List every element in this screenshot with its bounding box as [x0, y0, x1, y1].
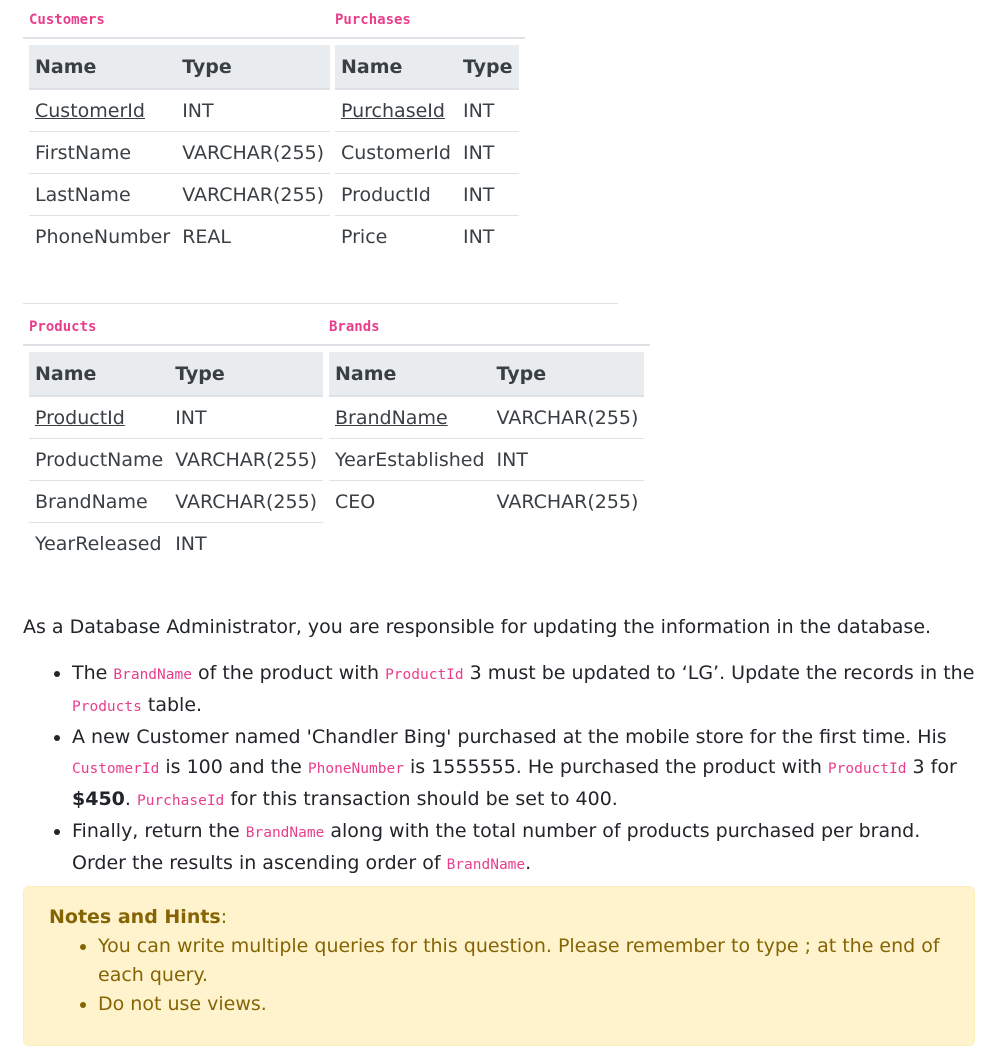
task-item [72, 816, 975, 880]
customers-columns [29, 45, 330, 257]
inline-code: PurchaseId [136, 793, 225, 809]
type-cell: INT [175, 532, 207, 555]
name-cell: FirstName [29, 132, 176, 174]
column-header-name: Name [29, 352, 169, 396]
name-cell: PhoneNumber [35, 225, 171, 248]
type-cell: INT [457, 89, 519, 132]
column-header-type: Type [457, 45, 519, 89]
name-cell: LastName [29, 174, 176, 216]
name-cell: YearReleased [35, 532, 162, 555]
text: along with the total number of products purchased per brand. Order the results in ascending order of [72, 820, 921, 874]
price-bold: $450 [72, 788, 125, 810]
table-row [29, 89, 330, 132]
table-row [335, 216, 519, 258]
hint-item: • You can write multiple queries for this question. Please remember to type ; at the end of each query. [98, 932, 949, 990]
type-cell: VARCHAR(255) [169, 439, 323, 481]
name-cell: ProductId [335, 174, 457, 216]
type-cell: VARCHAR(255) [496, 490, 639, 513]
hint-title: Notes and Hints [49, 906, 221, 928]
table-row [29, 132, 330, 174]
table-row [29, 216, 330, 258]
row-divider [23, 303, 618, 304]
type-cell: INT [491, 439, 645, 481]
purchases-schema [329, 0, 525, 263]
inline-code: ProductId [385, 667, 464, 683]
text: Finally, return the [72, 820, 246, 842]
inline-code: PhoneNumber [307, 761, 404, 777]
inline-code: BrandName [245, 825, 325, 841]
purchases-columns [335, 45, 519, 257]
type-cell: VARCHAR(255) [491, 396, 645, 439]
column-header-name: Name [335, 45, 457, 89]
table-row [335, 89, 519, 132]
header-row [335, 45, 519, 89]
notes-and-hints-alert [23, 886, 975, 1046]
table-row [329, 396, 644, 439]
hint-item: • Do not use views. [98, 990, 949, 1019]
header-row [329, 352, 644, 396]
inline-code: BrandName [446, 857, 526, 873]
hint-list [49, 932, 949, 1019]
primary-key-cell: PurchaseId [335, 89, 457, 132]
products-columns [29, 352, 323, 564]
type-cell: INT [457, 174, 519, 216]
name-cell: YearEstablished [329, 439, 491, 481]
table-title: Purchases [329, 0, 525, 38]
table-row [335, 132, 519, 174]
text: is 1555555. He purchased the product with [403, 756, 828, 778]
table-row [329, 439, 644, 481]
table-row [29, 396, 323, 439]
brands-columns [329, 352, 644, 522]
primary-key-cell: CustomerId [29, 89, 176, 132]
table-row [29, 481, 323, 523]
table-row [329, 481, 644, 523]
task-description [23, 612, 975, 880]
type-cell: INT [176, 89, 330, 132]
intro-text: As a Database Administrator, you are responsible for updating the information in the database. [23, 616, 932, 638]
primary-key-cell: BrandName [329, 396, 491, 439]
task-list [23, 658, 975, 880]
text: table. [141, 694, 203, 716]
name-cell: CEO [335, 490, 376, 513]
table-title: Brands [323, 307, 650, 345]
table-row [335, 174, 519, 216]
table-row [29, 523, 323, 565]
table-title: Products [23, 307, 329, 345]
products-schema [23, 307, 329, 570]
type-cell: VARCHAR(255) [176, 132, 330, 174]
table-row [29, 439, 323, 481]
table-title: Customers [23, 0, 336, 38]
table-row [29, 174, 330, 216]
column-header-type: Type [169, 352, 323, 396]
header-row [29, 45, 330, 89]
task-item [72, 658, 975, 722]
primary-key-cell: ProductId [29, 396, 169, 439]
inline-code: ProductId [827, 761, 907, 777]
column-header-name: Name [29, 45, 176, 89]
column-header-type: Type [491, 352, 645, 396]
type-cell: VARCHAR(255) [169, 481, 323, 523]
name-cell: Price [341, 225, 388, 248]
type-cell: INT [457, 132, 519, 174]
type-cell: VARCHAR(255) [176, 174, 330, 216]
text: 3 must be updated to ‘LG’. Update the records in the [463, 662, 975, 684]
text: . [525, 852, 532, 874]
task-item [72, 722, 975, 816]
header-row [29, 352, 323, 396]
type-cell: REAL [182, 225, 231, 248]
text: of the product with [191, 662, 386, 684]
brands-schema [323, 307, 650, 528]
type-cell: INT [462, 225, 495, 248]
inline-code: BrandName [113, 667, 192, 683]
text: The [72, 662, 114, 684]
text: is 100 and the [159, 756, 308, 778]
name-cell: BrandName [29, 481, 169, 523]
column-header-type: Type [176, 45, 330, 89]
text: 3 for [906, 756, 957, 778]
text: for this transaction should be set to 400. [224, 788, 618, 810]
text: . [124, 788, 137, 810]
text: A new Customer named 'Chandler Bing' purchased at the mobile store for the first time. His [72, 726, 947, 748]
inline-code: Products [72, 699, 142, 715]
inline-code: CustomerId [72, 761, 160, 777]
type-cell: INT [169, 396, 323, 439]
hint-colon: : [220, 906, 228, 928]
name-cell: CustomerId [335, 132, 457, 174]
customers-schema [23, 0, 336, 263]
name-cell: ProductName [29, 439, 169, 481]
column-header-name: Name [329, 352, 491, 396]
